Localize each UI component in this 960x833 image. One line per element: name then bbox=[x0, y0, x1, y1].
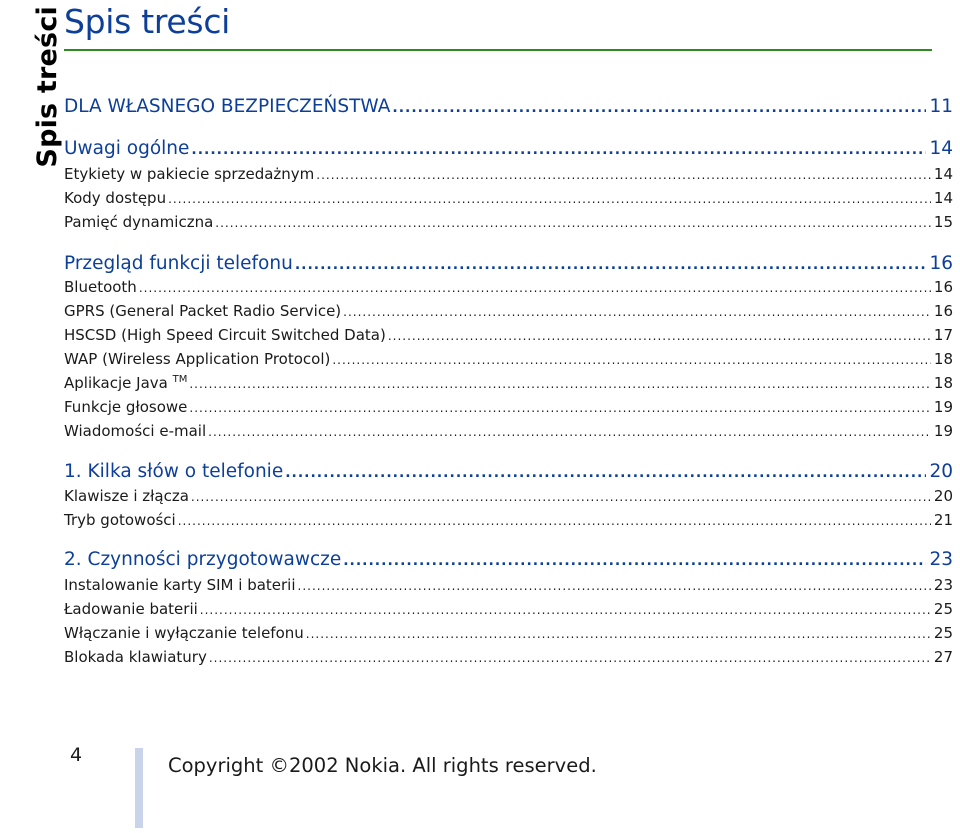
toc-leader-dots bbox=[392, 100, 926, 116]
side-section-label: Spis treści bbox=[32, 6, 63, 168]
toc-row[interactable] bbox=[64, 253, 953, 274]
toc-label: Blokada klawiatury bbox=[64, 648, 207, 666]
toc-page: 14 bbox=[929, 138, 953, 159]
toc-leader-dots bbox=[388, 329, 931, 343]
toc-row[interactable] bbox=[64, 326, 953, 344]
toc-leader-dots bbox=[208, 425, 931, 439]
toc-label: Instalowanie karty SIM i baterii bbox=[64, 576, 296, 594]
toc-label: HSCSD (High Speed Circuit Switched Data) bbox=[64, 326, 386, 344]
toc-page: 16 bbox=[929, 253, 953, 274]
toc-page: 19 bbox=[933, 422, 953, 440]
toc-label: DLA WŁASNEGO BEZPIECZEŃSTWA bbox=[64, 96, 391, 117]
toc-row[interactable] bbox=[64, 138, 953, 159]
toc-leader-dots bbox=[191, 142, 926, 158]
toc-row[interactable] bbox=[64, 302, 953, 320]
toc-label: Klawisze i złącza bbox=[64, 487, 189, 505]
toc-leader-dots bbox=[178, 514, 931, 528]
toc-page: 11 bbox=[929, 96, 953, 117]
page-title: Spis treści bbox=[64, 2, 231, 41]
toc-label: 2. Czynności przygotowawcze bbox=[64, 549, 342, 570]
toc-page: 16 bbox=[933, 302, 953, 320]
toc-leader-dots bbox=[200, 603, 931, 617]
toc-leader-dots bbox=[343, 553, 926, 569]
toc-page: 20 bbox=[929, 461, 953, 482]
toc-row[interactable] bbox=[64, 96, 953, 117]
toc-row[interactable] bbox=[64, 350, 953, 368]
trademark-superscript: TM bbox=[172, 374, 188, 385]
toc-row[interactable] bbox=[64, 374, 953, 392]
toc-leader-dots bbox=[139, 281, 931, 295]
toc-label: Aplikacje Java bbox=[64, 374, 168, 392]
toc-label: Kody dostępu bbox=[64, 189, 167, 207]
toc-row[interactable] bbox=[64, 422, 953, 440]
footer-copyright: Copyright ©2002 Nokia. All rights reserved. bbox=[168, 754, 597, 777]
toc-row[interactable] bbox=[64, 624, 953, 642]
footer-page-number: 4 bbox=[70, 744, 83, 766]
toc-label: Uwagi ogólne bbox=[64, 138, 190, 159]
toc-page: 15 bbox=[933, 213, 953, 231]
toc-label: Pamięć dynamiczna bbox=[64, 213, 214, 231]
toc-row[interactable] bbox=[64, 600, 953, 618]
toc-label: Włączanie i wyłączanie telefonu bbox=[64, 624, 304, 642]
toc-page: 27 bbox=[933, 648, 953, 666]
toc-row[interactable] bbox=[64, 487, 953, 505]
toc-leader-dots bbox=[189, 401, 931, 415]
toc-leader-dots bbox=[168, 192, 931, 206]
toc-label: GPRS (General Packet Radio Service) bbox=[64, 302, 342, 320]
toc-leader-dots bbox=[209, 651, 931, 665]
toc-page: 21 bbox=[933, 511, 953, 529]
toc-page: 14 bbox=[933, 189, 953, 207]
toc-page: 23 bbox=[933, 576, 953, 594]
toc-page: 25 bbox=[933, 600, 953, 618]
toc-leader-dots bbox=[189, 377, 931, 391]
toc-row[interactable] bbox=[64, 648, 953, 666]
toc-label: Funkcje głosowe bbox=[64, 398, 188, 416]
title-rule bbox=[64, 49, 932, 51]
toc-row[interactable] bbox=[64, 213, 953, 231]
toc-page: 20 bbox=[933, 487, 953, 505]
toc-page: 19 bbox=[933, 398, 953, 416]
toc-label: WAP (Wireless Application Protocol) bbox=[64, 350, 331, 368]
toc-leader-dots bbox=[295, 257, 927, 273]
toc-row[interactable] bbox=[64, 511, 953, 529]
toc-page: 18 bbox=[933, 374, 953, 392]
toc-row[interactable] bbox=[64, 461, 953, 482]
toc-label: Etykiety w pakiecie sprzedażnym bbox=[64, 165, 315, 183]
toc-label: Wiadomości e-mail bbox=[64, 422, 207, 440]
toc-page: 16 bbox=[933, 278, 953, 296]
toc-leader-dots bbox=[215, 216, 931, 230]
toc-label: Bluetooth bbox=[64, 278, 137, 296]
toc-leader-dots bbox=[298, 579, 931, 593]
toc-label: Ładowanie baterii bbox=[64, 600, 198, 618]
toc-row[interactable] bbox=[64, 576, 953, 594]
toc-leader-dots bbox=[285, 465, 926, 481]
toc-page: 25 bbox=[933, 624, 953, 642]
toc-label: 1. Kilka słów o telefonie bbox=[64, 461, 284, 482]
toc-row[interactable] bbox=[64, 165, 953, 183]
toc-label-wrap bbox=[64, 374, 187, 392]
toc-leader-dots bbox=[191, 490, 931, 504]
toc-leader-dots bbox=[332, 353, 931, 367]
toc-page: 14 bbox=[933, 165, 953, 183]
toc-label: Przegląd funkcji telefonu bbox=[64, 253, 293, 274]
toc-row[interactable] bbox=[64, 278, 953, 296]
toc-label: Tryb gotowości bbox=[64, 511, 176, 529]
toc-page: 18 bbox=[933, 350, 953, 368]
toc-page: 17 bbox=[933, 326, 953, 344]
toc-row[interactable] bbox=[64, 189, 953, 207]
toc-row[interactable] bbox=[64, 398, 953, 416]
toc-page: 23 bbox=[929, 549, 953, 570]
toc-leader-dots bbox=[306, 627, 931, 641]
side-section-tab bbox=[0, 0, 63, 833]
toc-leader-dots bbox=[316, 168, 931, 182]
toc-leader-dots bbox=[343, 305, 931, 319]
toc-row[interactable] bbox=[64, 549, 953, 570]
footer-accent-bar bbox=[135, 748, 143, 828]
